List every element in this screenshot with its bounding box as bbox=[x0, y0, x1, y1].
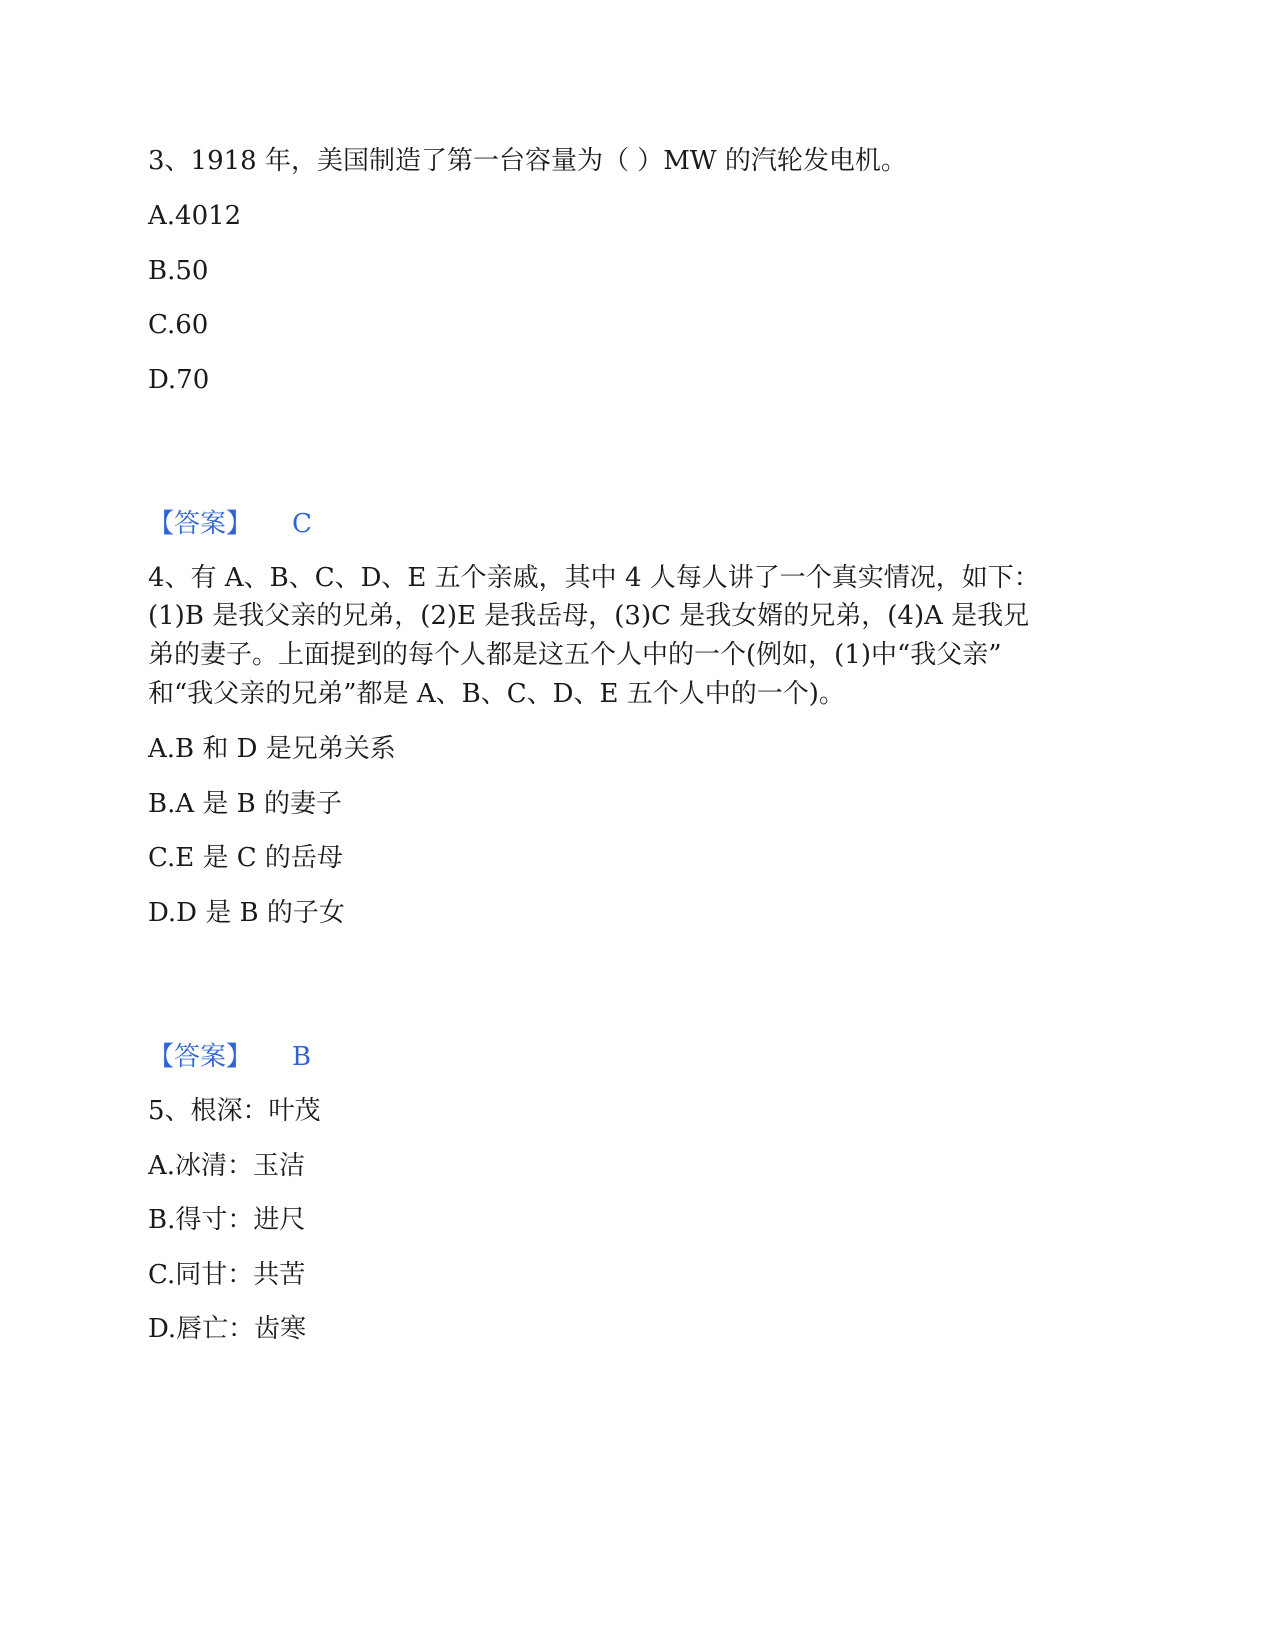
question-5-option-a: A.冰清：玉洁 bbox=[148, 1151, 306, 1181]
question-3-stem: 3、1918 年，美国制造了第一台容量为（ ）MW 的汽轮发电机。 bbox=[148, 146, 907, 176]
answer-3-label: 【答案】 bbox=[148, 509, 253, 539]
question-5-stem: 5、根深：叶茂 bbox=[148, 1096, 321, 1126]
answer-3-value: C bbox=[292, 509, 312, 539]
answer-3 bbox=[148, 505, 312, 543]
answer-4-label: 【答案】 bbox=[148, 1042, 253, 1072]
answer-4 bbox=[148, 1038, 311, 1076]
question-4-option-a: A.B 和 D 是兄弟关系 bbox=[148, 734, 396, 764]
question-4-option-d: D.D 是 B 的子女 bbox=[148, 898, 345, 928]
question-4-stem-line-4: 和“我父亲的兄弟”都是 A、B、C、D、E 五个人中的一个)。 bbox=[148, 679, 845, 709]
question-4-stem-line-2: (1)B 是我父亲的兄弟，(2)E 是我岳母，(3)C 是我女婿的兄弟，(4)A 是我兄 bbox=[148, 601, 1030, 631]
question-4-stem-line-1: 4、有 A、B、C、D、E 五个亲戚，其中 4 人每人讲了一个真实情况，如下： bbox=[148, 563, 1040, 593]
question-4-stem-line-3: 弟的妻子。上面提到的每个人都是这五个人中的一个(例如，(1)中“我父亲” bbox=[148, 640, 1002, 670]
question-4-option-b: B.A 是 B 的妻子 bbox=[148, 789, 343, 819]
answer-4-value: B bbox=[292, 1042, 312, 1072]
question-3-option-b: B.50 bbox=[148, 256, 209, 286]
question-5-option-c: C.同甘：共苦 bbox=[148, 1260, 306, 1290]
question-5-option-d: D.唇亡：齿寒 bbox=[148, 1314, 307, 1344]
question-3-option-d: D.70 bbox=[148, 365, 210, 395]
question-5-option-b: B.得寸：进尺 bbox=[148, 1205, 306, 1235]
question-3-option-c: C.60 bbox=[148, 310, 209, 340]
question-4-option-c: C.E 是 C 的岳母 bbox=[148, 843, 343, 873]
question-3-option-a: A.4012 bbox=[148, 201, 242, 231]
